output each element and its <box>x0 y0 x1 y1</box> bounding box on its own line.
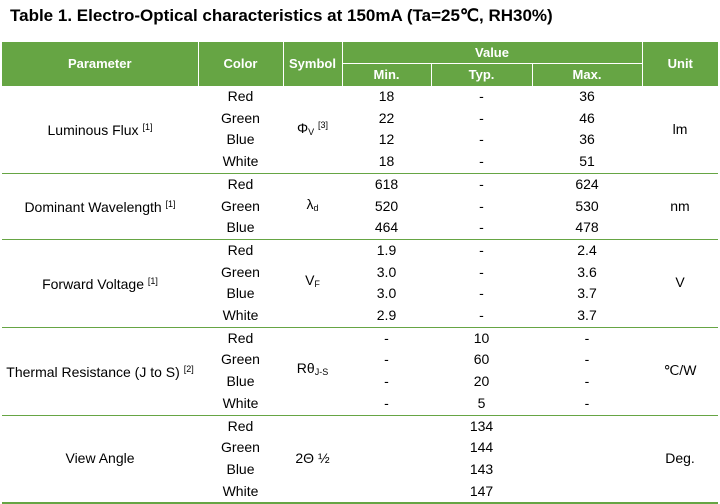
color-cell: White <box>222 307 259 324</box>
color-cell: Blue <box>226 131 255 148</box>
unit-cell: lm <box>642 86 718 174</box>
header-symbol: Symbol <box>283 42 342 86</box>
symbol-subscript: F <box>314 279 320 290</box>
min-value-cell: 1.9 <box>342 239 431 261</box>
min-value-cell: - <box>384 351 389 368</box>
symbol-main: Rθ <box>296 360 315 377</box>
min-value-cell: 3.0 <box>376 285 397 302</box>
min-value-cell: 22 <box>378 109 395 126</box>
color-cell: Blue <box>226 219 255 236</box>
min-value-cell: 12 <box>378 131 395 148</box>
typ-value-cell: - <box>431 86 532 108</box>
color-cell: White <box>222 482 259 499</box>
max-value-cell: - <box>584 394 590 411</box>
symbol-cell <box>283 86 342 174</box>
typ-value-cell: 10 <box>431 327 532 349</box>
typ-value-cell: - <box>479 307 484 324</box>
parameter-name: Dominant Wavelength <box>24 199 162 216</box>
max-value-cell: 36 <box>532 86 642 108</box>
unit-cell: ℃/W <box>642 327 718 415</box>
typ-value-cell: - <box>479 153 484 170</box>
color-cell: White <box>222 394 259 411</box>
unit-cell: nm <box>642 173 718 239</box>
symbol-main: Φ <box>296 120 309 137</box>
color-cell: Red <box>198 86 283 108</box>
max-value-cell <box>532 415 642 437</box>
parameter-cell <box>2 173 198 239</box>
footnote-ref: [1] <box>142 122 153 133</box>
typ-value-cell: 20 <box>473 373 490 390</box>
header-max: Max. <box>532 64 642 86</box>
color-cell: Green <box>221 109 260 126</box>
typ-value-cell: - <box>479 197 484 214</box>
max-value-cell: 530 <box>575 197 599 214</box>
symbol-subscript: d <box>313 202 319 213</box>
table-row <box>2 415 718 437</box>
parameter-cell <box>2 239 198 327</box>
max-value-cell: 3.7 <box>577 285 597 302</box>
parameter-cell <box>2 327 198 415</box>
max-value-cell: - <box>584 373 590 390</box>
min-value-cell: - <box>384 394 389 411</box>
min-value-cell: 520 <box>374 197 399 214</box>
min-value-cell: 18 <box>378 153 395 170</box>
min-value-cell <box>342 481 431 504</box>
table-row <box>2 327 718 349</box>
header-min: Min. <box>342 64 431 86</box>
typ-value-cell: - <box>431 173 532 195</box>
max-value-cell: - <box>584 351 590 368</box>
footnote-ref: [1] <box>147 275 158 286</box>
typ-value-cell: - <box>479 219 484 236</box>
table-row <box>2 86 718 108</box>
typ-value-cell: 144 <box>469 439 494 456</box>
parameter-name: Luminous Flux <box>47 122 139 139</box>
typ-value-cell: 147 <box>469 482 494 499</box>
max-value-cell: 46 <box>579 109 595 126</box>
min-value-cell <box>342 415 431 437</box>
color-cell: Blue <box>226 373 255 390</box>
max-value-cell: 3.7 <box>577 307 597 324</box>
max-value-cell: 3.6 <box>577 263 597 280</box>
max-value-cell <box>532 481 642 504</box>
typ-value-cell: 143 <box>469 460 494 477</box>
typ-value-cell: - <box>479 263 484 280</box>
max-value-cell <box>532 459 642 481</box>
min-value-cell: - <box>342 327 431 349</box>
parameter-name: Thermal Resistance (J to S) <box>6 363 180 380</box>
color-cell: Blue <box>226 460 255 477</box>
min-value-cell: 18 <box>342 86 431 108</box>
header-color: Color <box>198 42 283 86</box>
max-value-cell <box>532 437 642 459</box>
color-cell: Green <box>221 439 260 456</box>
max-value-cell: 36 <box>579 131 595 148</box>
parameter-cell <box>2 86 198 174</box>
symbol-cell <box>283 173 342 239</box>
max-value-cell: 624 <box>532 173 642 195</box>
min-value-cell: 3.0 <box>376 263 397 280</box>
color-cell: Blue <box>226 285 255 302</box>
parameter-name: View Angle <box>65 450 135 467</box>
footnote-ref: [3] <box>318 120 329 131</box>
typ-value-cell: - <box>431 239 532 261</box>
min-value-cell: 2.9 <box>376 307 397 324</box>
table-row <box>2 239 718 261</box>
color-cell: Green <box>221 351 260 368</box>
parameter-name: Forward Voltage <box>42 275 145 292</box>
symbol-cell <box>283 415 342 503</box>
color-cell: Red <box>198 327 283 349</box>
color-cell: Green <box>221 263 260 280</box>
symbol-subscript: V <box>308 127 315 138</box>
color-cell: Red <box>198 239 283 261</box>
min-value-cell: - <box>384 373 389 390</box>
header-unit: Unit <box>642 42 718 86</box>
max-value-cell: - <box>532 327 642 349</box>
table-body <box>2 86 718 504</box>
color-cell: Red <box>198 415 283 437</box>
max-value-cell: 478 <box>575 219 599 236</box>
color-cell: Green <box>221 197 260 214</box>
color-cell: Red <box>198 173 283 195</box>
parameter-cell <box>2 415 198 503</box>
min-value-cell <box>342 437 431 459</box>
unit-cell: Deg. <box>642 415 718 503</box>
symbol-main: 2Θ ½ <box>295 450 330 467</box>
typ-value-cell: 5 <box>477 394 486 411</box>
typ-value-cell: 134 <box>431 415 532 437</box>
typ-value-cell: - <box>479 109 484 126</box>
symbol-subscript: J-S <box>314 367 329 378</box>
symbol-main: λ <box>306 195 314 212</box>
header-typ: Typ. <box>431 64 532 86</box>
header-value: Value <box>342 42 642 64</box>
typ-value-cell: - <box>479 131 484 148</box>
table-title: Table 1. Electro-Optical characteristics at 150mA (Ta=25℃, RH30%) <box>10 6 553 25</box>
typ-value-cell: 60 <box>473 351 490 368</box>
symbol-main: V <box>305 272 315 289</box>
min-value-cell <box>342 459 431 481</box>
typ-value-cell: - <box>479 285 484 302</box>
max-value-cell: 2.4 <box>532 239 642 261</box>
footnote-ref: [2] <box>183 363 194 374</box>
table-row <box>2 173 718 195</box>
unit-cell: V <box>642 239 718 327</box>
min-value-cell: 618 <box>342 173 431 195</box>
color-cell: White <box>222 153 259 170</box>
symbol-cell <box>283 239 342 327</box>
symbol-cell <box>283 327 342 415</box>
min-value-cell: 464 <box>374 219 399 236</box>
footnote-ref: [1] <box>165 199 176 210</box>
header-parameter: Parameter <box>2 42 198 86</box>
max-value-cell: 51 <box>579 153 595 170</box>
electro-optical-table <box>2 42 718 504</box>
